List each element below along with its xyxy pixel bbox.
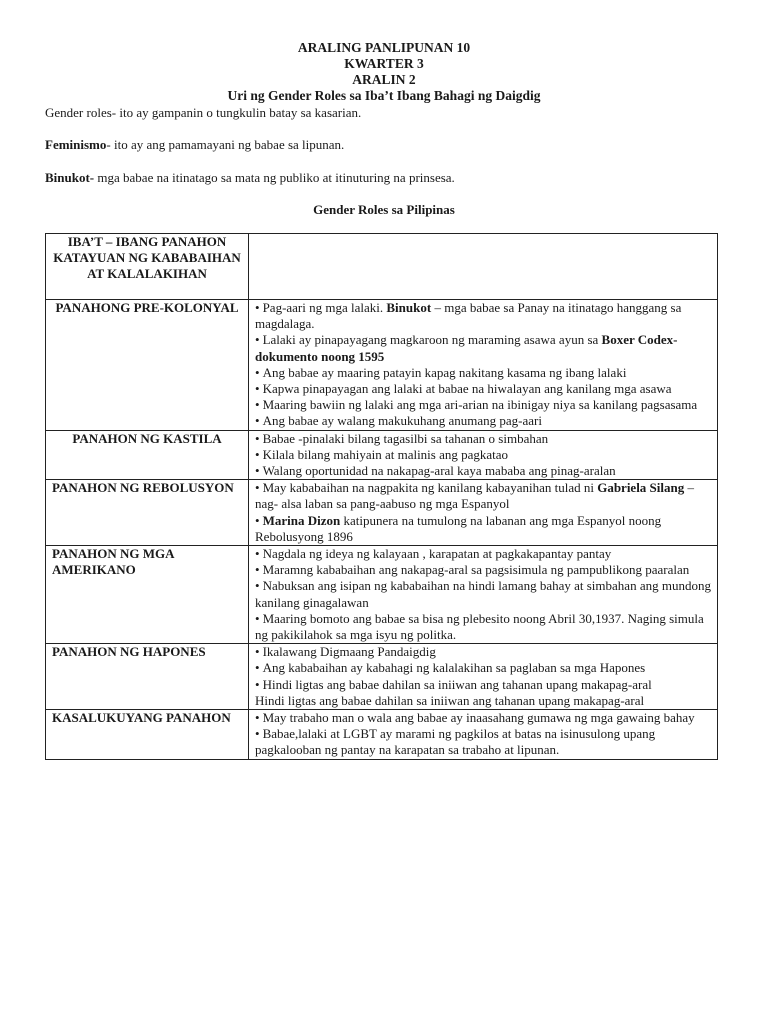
list-item [255,578,711,610]
bullet-icon: • [255,364,260,380]
period-cell: PANAHON NG KASTILA [46,430,249,480]
item-text: Hindi ligtas ang babae dahilan sa iniiwan ang tahanan upang makapag-aral [262,676,652,692]
list-item [255,611,711,643]
list-item [255,726,711,758]
definition-feminismo [45,137,344,153]
bullet-icon: • [255,562,260,578]
header-cell-period: IBA’T – IBANG PANAHON KATAYUAN NG KABABAIHAN AT KALALAKIHAN [46,234,249,300]
period-cell: PANAHONG PRE-KOLONYAL [46,300,249,431]
header-cell-details [249,234,718,300]
details-cell [249,644,718,710]
item-text: Nabuksan ang isipan ng kababaihan na hindi lamang bahay at simbahan ang mundong kanilang ginagalawan [255,578,711,610]
bullet-icon: • [255,413,260,429]
bullet-icon: • [255,430,260,446]
table-row [46,710,718,760]
list-item [255,677,711,693]
item-text: Lalaki ay pinapayagang magkaroon ng maraming asawa ayun sa [262,332,602,348]
bullet-icon: • [255,480,260,496]
item-text: Ang kababaihan ay kabahagi ng kalalakihan sa paglaban sa mga Hapones [262,660,646,676]
term-feminismo: Feminismo [45,137,107,152]
table-row [46,430,718,480]
period-cell: KASALUKUYANG PANAHON [46,710,249,760]
definition-gender-roles: Gender roles- ito ay gampanin o tungkulin batay sa kasarian. [45,105,362,120]
list-item [255,381,711,397]
bullet-icon: • [255,644,260,660]
item-text: Maaring bomoto ang babae sa bisa ng plebesito noong Abril 30,1937. Naging simula ng pakikilahok sa mga isyu ng politka. [255,610,704,643]
details-cell [249,430,718,480]
list-item [255,660,711,676]
list-item [255,300,711,332]
item-text: Babae,lalaki at LGBT ay marami ng pagkilos at batas na isinusulong upang pagkalooban ng pantay na karapatan sa trabaho at lipunan. [255,726,656,758]
bullet-icon: • [255,546,260,562]
details-cell [249,546,718,644]
period-cell: PANAHON NG HAPONES [46,644,249,710]
item-text: Walang oportunidad na nakapag-aral kaya mababa ang pinag-aralan [262,463,616,479]
bullet-icon: • [255,512,260,528]
bullet-icon: • [255,660,260,676]
definition-text: - ito ay ang pamamayani ng babae sa lipunan. [106,137,345,152]
item-bold-text: Binukot [386,300,432,315]
item-text: katipunera na tumulong na labanan ang mga Espanyol noong Rebolusyong 1896 [255,512,662,544]
definition-binukot [45,170,455,186]
list-item [255,397,711,413]
term-binukot: Binukot- [45,170,95,185]
item-text: Babae -pinalaki bilang tagasilbi sa tahanan o simbahan [262,430,549,446]
item-bold-text: Gabriela Silang [597,480,685,496]
item-text: Maaring bawiin ng lalaki ang mga ari-arian na ibinigay niya sa kanilang pagsasama [262,397,698,413]
list-item [255,447,711,463]
item-text: Ang babae ay walang makukuhang anumang pag-aari [262,413,542,429]
list-item-plain: Hindi ligtas ang babae dahilan sa iniiwan ang tahanan upang makapag-aral [255,692,645,708]
table-row [46,480,718,546]
list-item [255,480,711,512]
table-row [46,546,718,644]
item-text: Pag-aari ng mga lalaki. [262,300,387,315]
bullet-icon: • [255,397,260,413]
item-text: Kilala bilang mahiyain at malinis ang pagkatao [262,446,509,462]
lesson-topic: Uri ng Gender Roles sa Iba’t Ibang Bahagi ng Daigdig [227,88,541,103]
details-cell [249,710,718,760]
bullet-icon: • [255,332,260,348]
bullet-icon: • [255,578,260,594]
list-item [255,513,711,545]
bullet-icon: • [255,300,260,315]
list-item [255,546,711,562]
table-title: Gender Roles sa Pilipinas [313,202,455,217]
bullet-icon: • [255,610,260,626]
bullet-icon: • [255,463,260,479]
list-item [255,413,711,429]
table-row [46,644,718,710]
bullet-icon: • [255,726,260,742]
bullet-icon: • [255,381,260,397]
item-text: – mga babae sa Panay na itinatago hanggang sa magdalaga. [255,300,682,332]
document-header [0,40,768,104]
gender-roles-table [45,233,718,760]
lesson-title: ARALIN 2 [352,72,416,87]
list-item [255,365,711,381]
list-item [255,463,711,479]
bullet-icon: • [255,446,260,462]
bullet-icon: • [255,676,260,692]
definition-text: mga babae na itinatago sa mata ng publiko at itinuturing na prinsesa. [94,170,455,185]
item-text: – nag- alsa laban sa pang-aabuso ng mga Espanyol [255,480,694,512]
item-text: Kapwa pinapayagan ang lalaki at babae na hiwalayan ang kanilang mga asawa [262,381,672,397]
list-item [255,710,711,726]
list-item [255,332,711,364]
item-text: May trabaho man o wala ang babae ay inaasahang gumawa ng mga gawaing bahay [262,710,695,726]
table-row [46,300,718,431]
details-cell [249,300,718,431]
item-bold-text: Marina Dizon [262,512,341,528]
list-item [255,431,711,447]
period-cell: PANAHON NG REBOLUSYON [46,480,249,546]
list-item [255,644,711,660]
item-text: Ang babae ay maaring patayin kapag nakitang kasama ng ibang lalaki [262,364,627,380]
subject-title: ARALING PANLIPUNAN 10 [297,40,471,55]
quarter-title: KWARTER 3 [344,56,424,71]
list-item [255,562,711,578]
bullet-icon: • [255,710,260,726]
item-text: Maramng kababaihan ang nakapag-aral sa pagsisimula ng pampublikong paaralan [262,562,690,578]
item-bold-text: Boxer Codex-dokumento noong 1595 [255,332,678,364]
details-cell [249,480,718,546]
item-text: Ikalawang Digmaang Pandaigdig [262,644,436,660]
table-header-row [46,234,718,300]
item-text: May kababaihan na nagpakita ng kanilang kabayanihan tulad ni [262,480,598,496]
item-text: Nagdala ng ideya ng kalayaan , karapatan at pagkakapantay pantay [262,546,612,562]
period-cell: PANAHON NG MGA AMERIKANO [46,546,249,644]
